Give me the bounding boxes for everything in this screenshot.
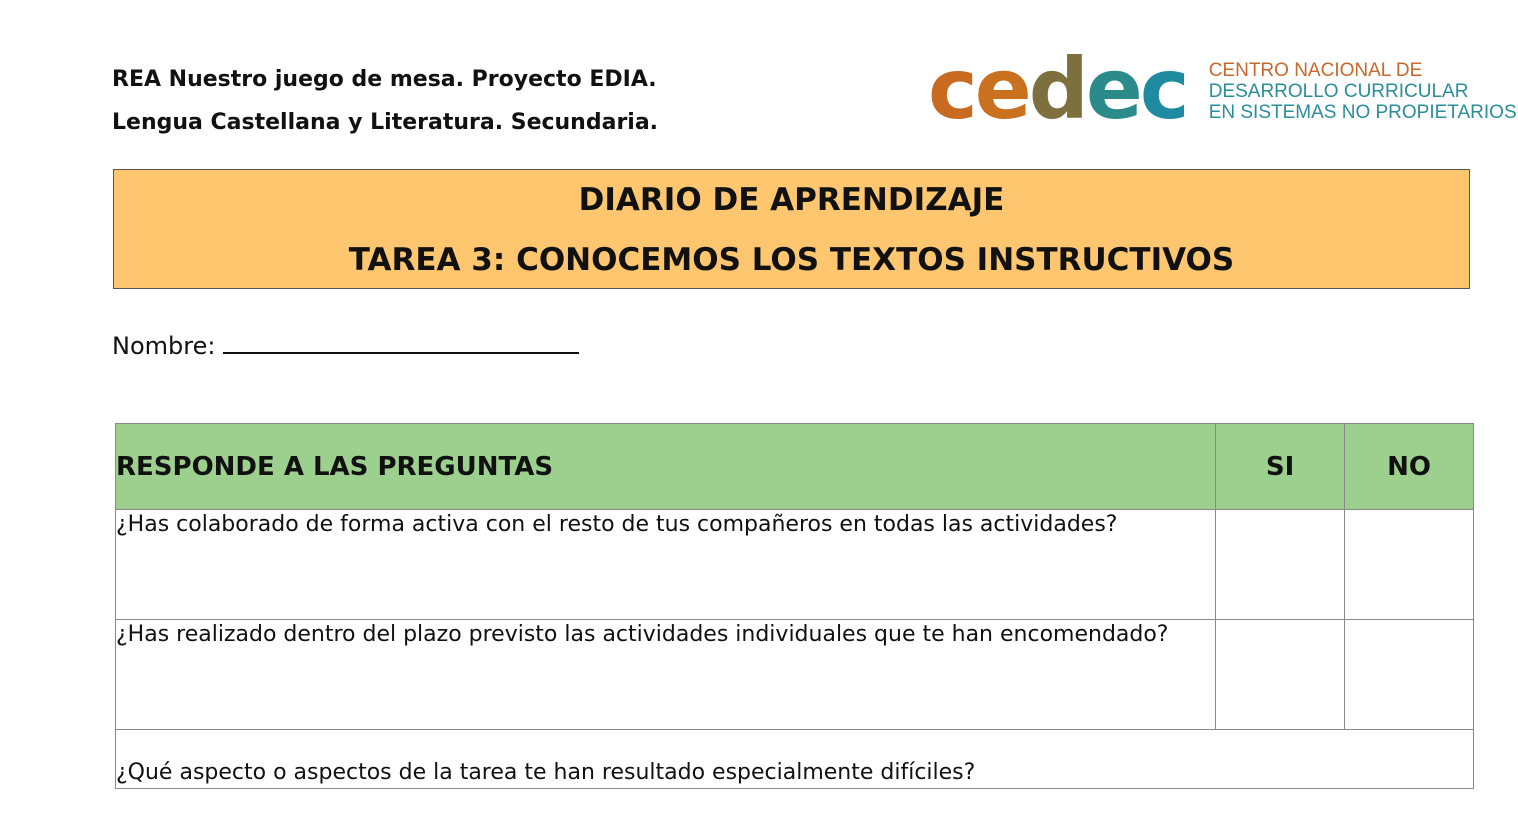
logo-wordmark: c e d e c [928,40,1187,138]
logo-tagline [1209,60,1517,123]
document-header [112,58,658,144]
yes-header: SI [1216,424,1345,510]
logo-tagline-line-3: EN SISTEMAS NO PROPIETARIOS [1208,101,1517,123]
yes-answer-cell[interactable] [1216,620,1345,730]
title-line-2: TAREA 3: CONOCEMOS LOS TEXTOS INSTRUCTIVOS [348,242,1235,278]
no-answer-cell[interactable] [1345,620,1474,730]
name-label: Nombre: [112,332,216,360]
question-cell: ¿Qué aspecto o aspectos de la tarea te han resultado especialmente difíciles? [116,730,1474,789]
logo-tagline-line-2: DESARROLLO CURRICULAR [1208,80,1469,102]
question-cell: ¿Has realizado dentro del plazo previsto las actividades individuales que te han encomendado? [116,620,1216,730]
header-line-1: REA Nuestro juego de mesa. Proyecto EDIA. [112,67,657,92]
questions-table [115,423,1474,789]
name-blank-line[interactable] [223,322,579,354]
header-line-2: Lengua Castellana y Literatura. Secundaria. [112,110,659,135]
yes-answer-cell[interactable] [1216,510,1345,620]
table-row [116,620,1474,730]
no-answer-cell[interactable] [1345,510,1474,620]
name-field [112,322,579,360]
question-cell: ¿Has colaborado de forma activa con el resto de tus compañeros en todas las actividades? [116,510,1216,620]
title-line-1: DIARIO DE APRENDIZAJE [578,182,1005,218]
table-row [116,510,1474,620]
cedec-logo [928,40,1517,138]
table-header-row [116,424,1474,510]
logo-tagline-line-1: CENTRO NACIONAL DE [1208,59,1423,81]
table-row [116,730,1474,789]
title-box [113,169,1470,289]
questions-header: RESPONDE A LAS PREGUNTAS [116,424,1216,510]
no-header: NO [1345,424,1474,510]
